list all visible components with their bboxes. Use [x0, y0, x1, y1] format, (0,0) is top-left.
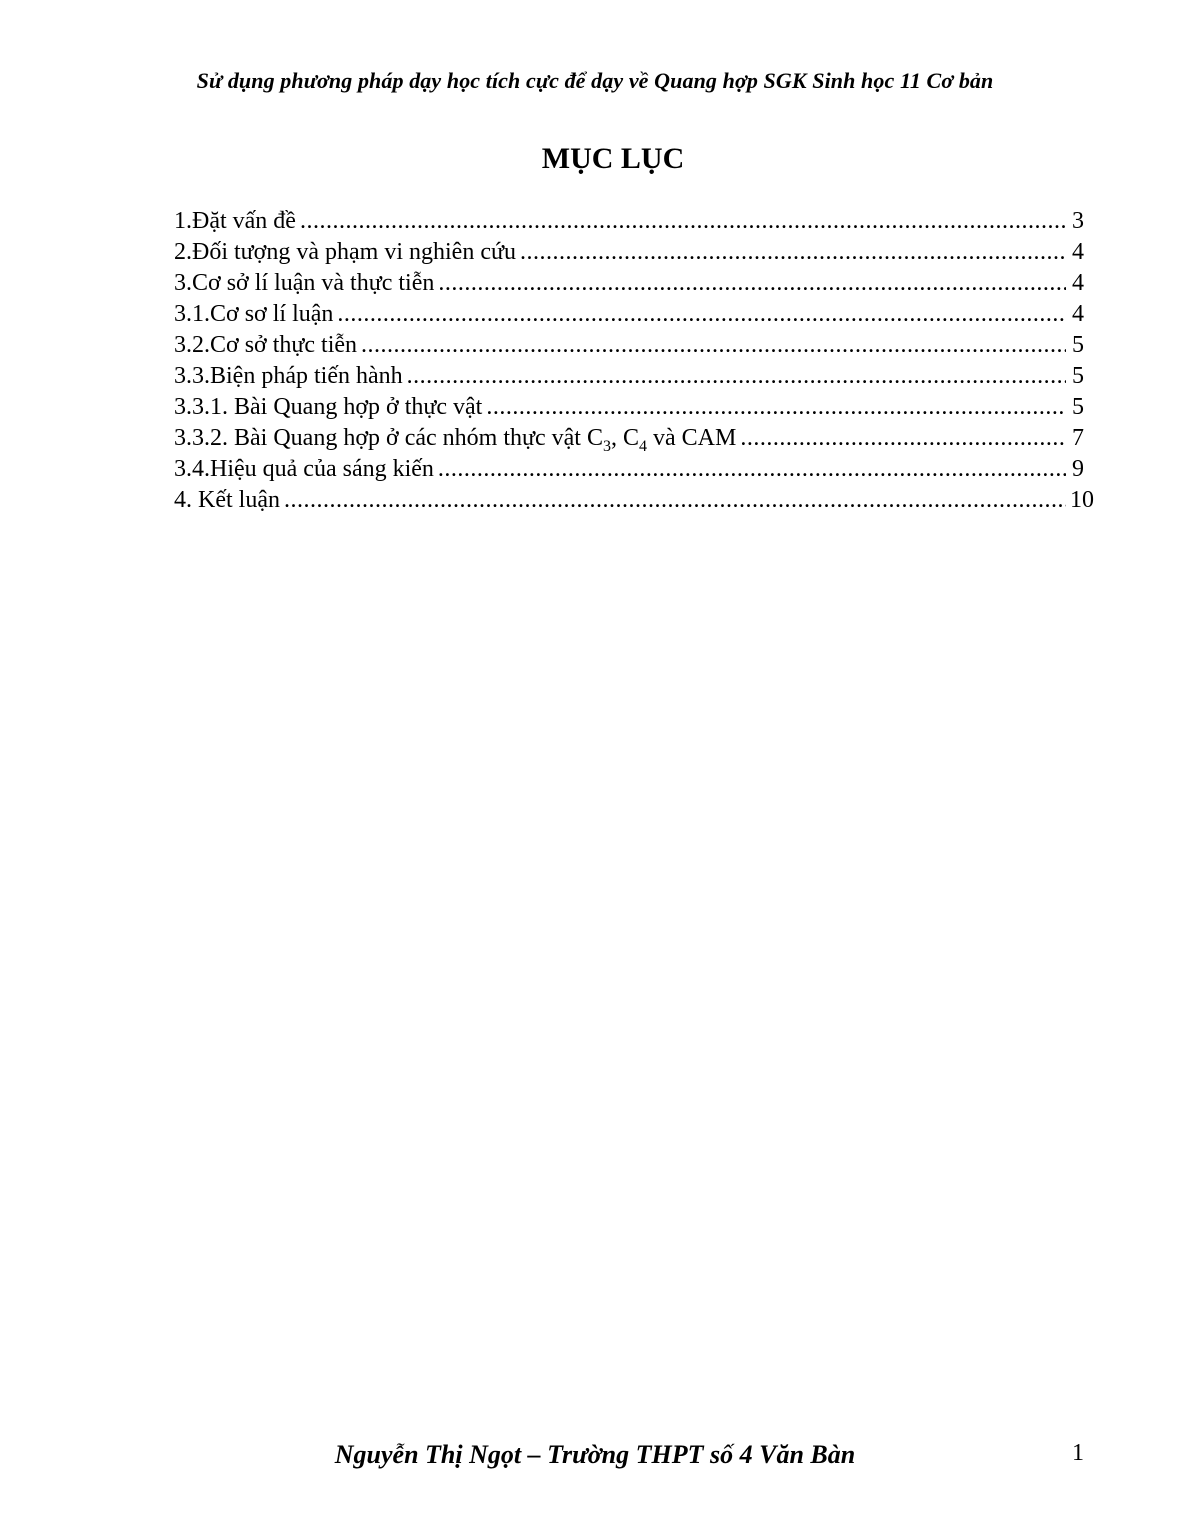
table-of-contents: [174, 206, 1094, 516]
toc-title: MỤC LỤC: [541, 142, 685, 175]
toc-entry-page: 10: [1070, 487, 1094, 513]
toc-dot-leader: [361, 330, 1066, 361]
toc-entry-number: 3.3.: [174, 363, 210, 389]
toc-entry-number: 2.: [174, 239, 192, 265]
toc-dot-leader: [284, 485, 1066, 516]
running-header: Sử dụng phương pháp dạy học tích cực để dạy về Quang hợp SGK Sinh học 11 Cơ bản: [196, 68, 994, 93]
toc-entry-number: 3.: [174, 270, 192, 296]
toc-entry[interactable]: [174, 237, 1084, 268]
toc-entry-label: Đặt vấn đề: [192, 208, 296, 234]
toc-dot-leader: [300, 206, 1066, 237]
toc-entry-label: Kết luận: [198, 487, 280, 513]
toc-entry[interactable]: [174, 392, 1084, 423]
toc-entry-label: Bài Quang hợp ở thực vật: [234, 394, 483, 420]
toc-entry-number: 3.3.2.: [174, 425, 228, 451]
toc-entry-number: 4.: [174, 487, 192, 513]
toc-entry-page: 3: [1072, 208, 1084, 234]
toc-dot-leader: [438, 268, 1066, 299]
toc-dot-leader: [407, 361, 1066, 392]
toc-entry-page: 4: [1072, 301, 1084, 327]
running-footer: Nguyễn Thị Ngọt – Trường THPT số 4 Văn Bàn: [334, 1440, 856, 1469]
toc-entry-page: 5: [1072, 363, 1084, 389]
toc-entry-label: Biện pháp tiến hành: [210, 363, 403, 389]
toc-dot-leader: [337, 299, 1066, 330]
toc-entry[interactable]: [174, 454, 1084, 485]
toc-entry-number: 3.1.: [174, 301, 210, 327]
toc-entry-number: 1.: [174, 208, 192, 234]
toc-dot-leader: [520, 237, 1066, 268]
toc-label-text: Bài Quang hợp ở các nhóm thực vật C: [234, 425, 603, 451]
toc-entry-page: 4: [1072, 239, 1084, 265]
subscript-three: 3: [602, 437, 611, 455]
subscript-four: 4: [639, 437, 647, 455]
toc-entry[interactable]: [174, 423, 1084, 454]
toc-entry-label: Cơ sơ lí luận: [210, 301, 334, 327]
toc-entry-page: 4: [1072, 270, 1084, 296]
toc-dot-leader: [438, 454, 1066, 485]
toc-entry[interactable]: [174, 485, 1094, 516]
toc-entry-page: 9: [1072, 456, 1084, 482]
toc-entry-number: 3.4.: [174, 456, 210, 482]
toc-entry-label: Cơ sở lí luận và thực tiễn: [192, 270, 435, 296]
toc-entry-number: 3.2.: [174, 332, 210, 358]
toc-entry-page: 5: [1072, 394, 1084, 420]
toc-entry-page: 5: [1072, 332, 1084, 358]
toc-entry-label: Đối tượng và phạm vi nghiên cứu: [192, 239, 516, 265]
toc-entry[interactable]: [174, 361, 1084, 392]
toc-entry[interactable]: [174, 268, 1084, 299]
toc-dot-leader: [740, 423, 1066, 454]
toc-entry-label: Cơ sở thực tiễn: [210, 332, 358, 358]
toc-label-text: , C: [610, 425, 639, 451]
toc-entry-page: 7: [1072, 425, 1084, 451]
page-number: 1: [1072, 1440, 1084, 1466]
toc-entry[interactable]: [174, 330, 1084, 361]
toc-entry-label: Hiệu quả của sáng kiến: [210, 456, 434, 482]
toc-label-text: và CAM: [647, 425, 737, 451]
toc-entry[interactable]: [174, 299, 1084, 330]
toc-entry-number: 3.3.1.: [174, 394, 228, 420]
toc-dot-leader: [486, 392, 1066, 423]
toc-entry[interactable]: [174, 206, 1084, 237]
